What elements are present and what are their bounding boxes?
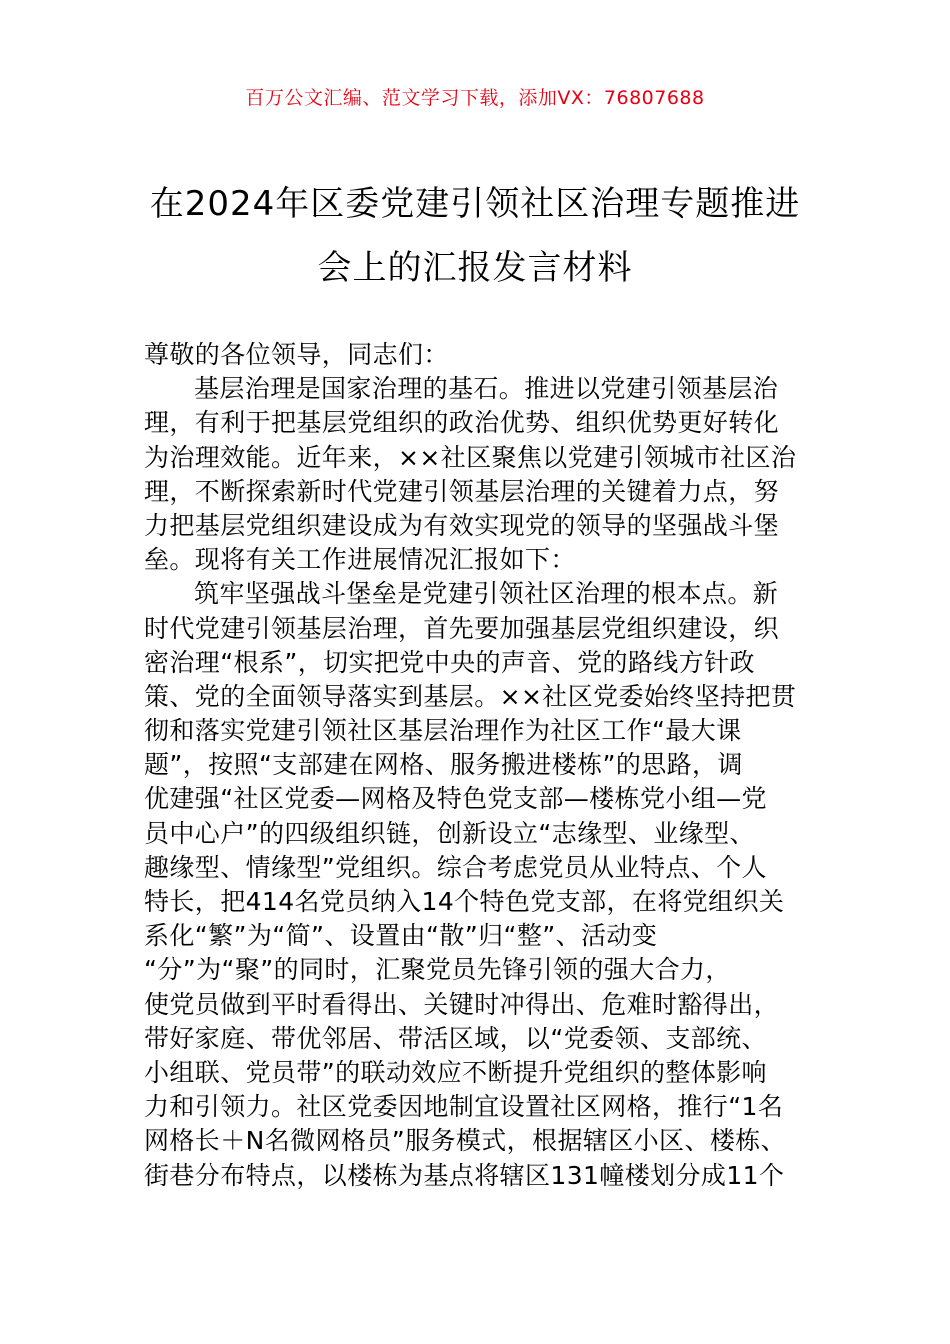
body-line: 理，有利于把基层党组织的政治优势、组织优势更好转化 xyxy=(144,408,780,438)
body-line: 力和引领力。社区党委因地制宜设置社区网格，推行“1名 xyxy=(144,1092,784,1122)
body-line: 趣缘型、情缘型”党组织。综合考虑党员从业特点、个人 xyxy=(144,852,767,882)
body-line: 密治理“根系”，切实把党中央的声音、党的路线方针政 xyxy=(144,647,755,677)
salutation: 尊敬的各位领导，同志们： xyxy=(144,340,449,369)
body-line: 力把基层党组织建设成为有效实现党的领导的坚强战斗堡 xyxy=(144,510,780,540)
body-line: 为治理效能。近年来，××社区聚焦以党建引领城市社区治 xyxy=(144,442,797,472)
body-line: 街巷分布特点，以楼栋为基点将辖区131幢楼划分成11个 xyxy=(144,1160,785,1190)
body-line: 垒。现将有关工作进展情况汇报如下： xyxy=(144,545,576,575)
body-line: 系化“繁”为“简”、设置由“散”归“整”、活动变 xyxy=(144,921,658,951)
body-line: 使党员做到平时看得出、关键时冲得出、危难时豁得出， xyxy=(144,989,780,1019)
body-line: 时代党建引领基层治理，首先要加强基层党组织建设，织 xyxy=(144,613,780,643)
body-line: 策、党的全面领导落实到基层。××社区党委始终坚持把贯 xyxy=(144,681,797,711)
title-line-1: 在2024年区委党建引领社区治理专题推进 xyxy=(149,184,801,224)
body-line: 题”，按照“支部建在网格、服务搬进楼栋”的思路，调 xyxy=(144,750,743,780)
body-line: “分”为“聚”的同时，汇聚党员先锋引领的强大合力， xyxy=(144,955,731,985)
body-line: 员中心户”的四级组织链，创新设立“志缘型、业缘型、 xyxy=(144,818,755,848)
body-line: 带好家庭、带优邻居、带活区域，以“党委领、支部统、 xyxy=(144,1023,767,1053)
body-line: 小组联、党员带”的联动效应不断提升党组织的整体影响 xyxy=(144,1057,767,1087)
title-line-2: 会上的汇报发言材料 xyxy=(317,248,633,288)
promo-banner: 百万公文汇编、范文学习下载，添加VX：76807688 xyxy=(245,87,705,109)
body-line: 彻和落实党建引领社区基层治理作为社区工作“最大课 xyxy=(144,716,742,746)
body-line: 筑牢坚强战斗堡垒是党建引领社区治理的根本点。新 xyxy=(194,579,779,609)
body-line: 优建强“社区党委—网格及特色党支部—楼栋党小组—党 xyxy=(144,784,767,814)
body-line: 理，不断探索新时代党建引领基层治理的关键着力点，努 xyxy=(144,476,780,506)
body-line: 网格长＋N名微网格员”服务模式，根据辖区小区、楼栋、 xyxy=(144,1126,787,1156)
body-line: 特长，把414名党员纳入14个特色党支部，在将党组织关 xyxy=(144,887,785,916)
document-body xyxy=(144,338,808,1193)
body-line: 基层治理是国家治理的基石。推进以党建引领基层治 xyxy=(194,374,779,404)
document-title xyxy=(120,172,830,300)
